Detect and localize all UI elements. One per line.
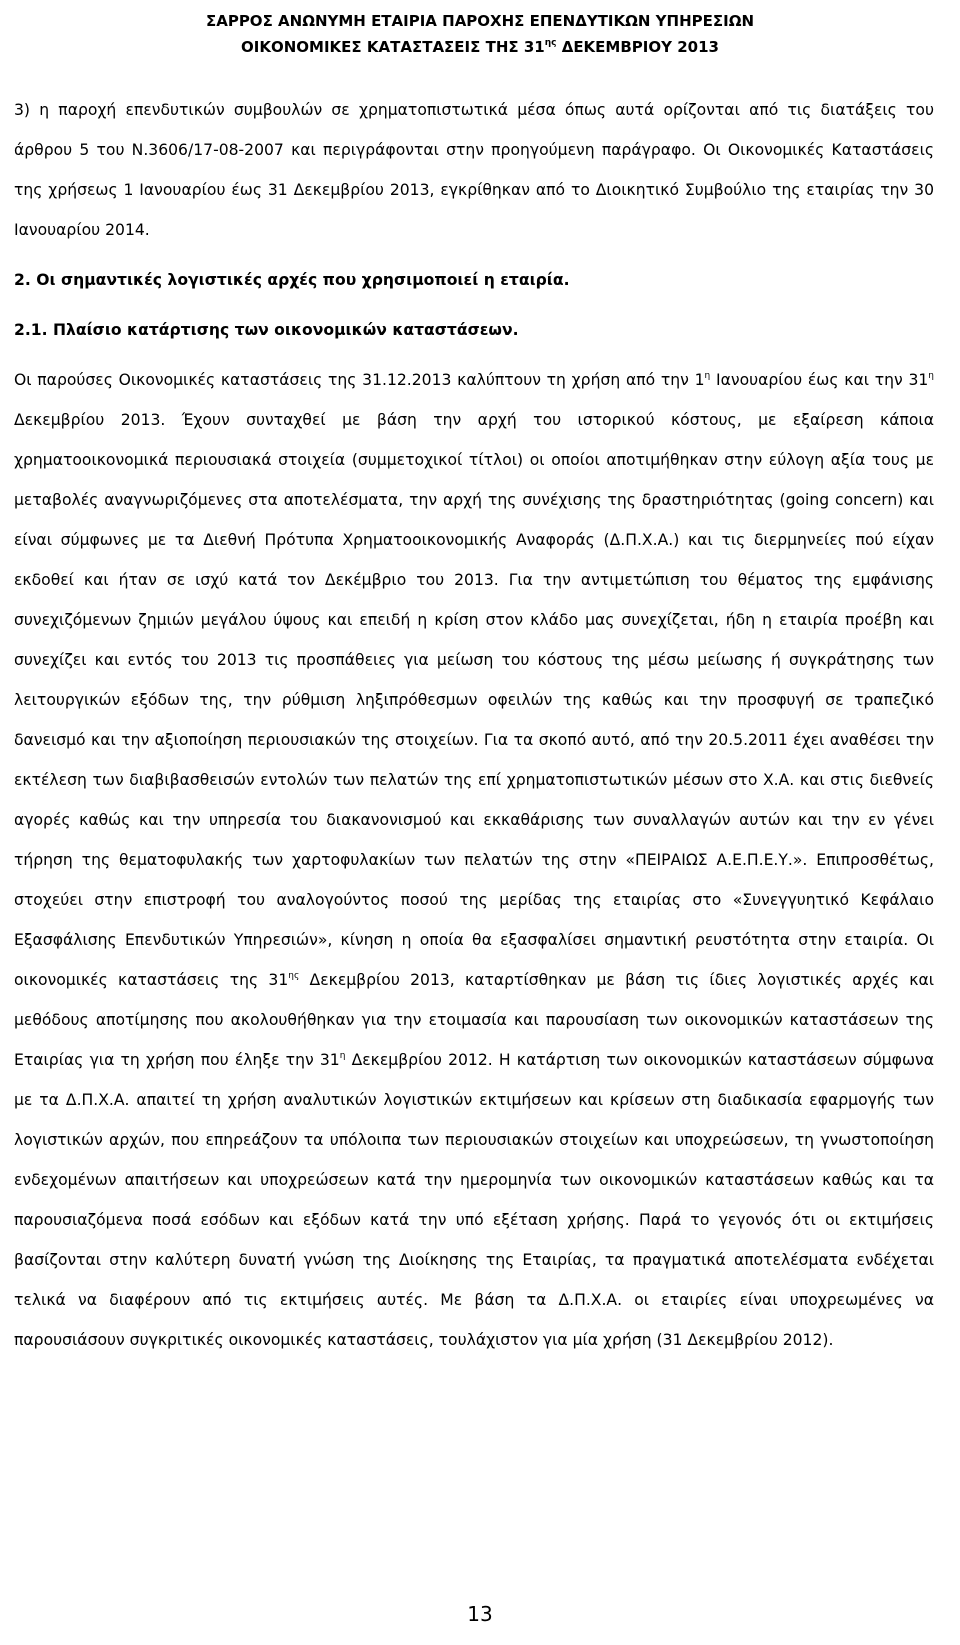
statements-title xyxy=(0,34,960,60)
statements-title-superscript: ης xyxy=(544,38,557,48)
company-name: ΣΑΡΡΟΣ ΑΝΩΝΥΜΗ ΕΤΑΙΡΙΑ ΠΑΡΟΧΗΣ ΕΠΕΝΔΥΤΙΚΩΝ ΥΠΗΡΕΣΙΩΝ xyxy=(205,12,755,30)
text-run: Οι παρούσες Οικονομικές καταστάσεις της 31.12.2013 καλύπτουν τη χρήση από την 1 xyxy=(14,371,705,389)
statements-title-text: ΟΙΚΟΝΟΜΙΚΕΣ ΚΑΤΑΣΤΑΣΕΙΣ ΤΗΣ 31 xyxy=(241,38,545,56)
page-number: 13 xyxy=(467,1602,493,1626)
ordinal-superscript: η xyxy=(339,1051,346,1061)
section-heading-2-1: 2.1. Πλαίσιο κατάρτισης των οικονομικών καταστάσεων. xyxy=(14,321,519,339)
ordinal-superscript: η xyxy=(928,371,934,381)
ordinal-superscript: ης xyxy=(288,971,300,981)
section-heading-2: 2. Οι σημαντικές λογιστικές αρχές που χρησιμοποιεί η εταιρία. xyxy=(14,271,570,289)
text-run: Δεκεμβρίου 2012. Η κατάρτιση των οικονομικών καταστάσεων σύμφωνα με τα Δ.Π.Χ.Α. απαιτεί τη χρήση αναλυτικών λογιστικών εκτιμήσεων και κρίσεων στη διαδικασία εφαρμογής των λογιστικών αρχών, που επηρεάζουν τα υπόλοιπα των περιουσιακών στοιχείων και υποχρεώσεων, τη γνωστοποίηση ενδεχομένων απαιτήσεων και υποχρεώσεων κατά την ημερομηνία των οικονομικών καταστάσεων καθώς και τα παρουσιαζόμενα ποσά εσόδων και εξόδων κατά την υπό εξέταση χρήσης. Παρά το γεγονός ότι οι εκτιμήσεις βασίζονται στην καλύτερη δυνατή γνώση της Διοίκησης της Εταιρίας, τα πραγματικά αποτελέσματα ενδέχεται τελικά να διαφέρουν από τις εκτιμήσεις αυτές. Με βάση τα Δ.Π.Χ.Α. οι εταιρίες είναι υποχρεωμένες να παρουσιάσουν συγκριτικές οικονομικές καταστάσεις, τουλάχιστον για μία χρήση (31 Δεκεμβρίου 2012). xyxy=(14,1051,935,1349)
text-run: Δεκεμβρίου 2013, καταρτίσθηκαν με βάση τις ίδιες λογιστικές αρχές και μεθόδους αποτίμησης που ακολουθήθηκαν για την ετοιμασία και παρουσίαση των οικονομικών καταστάσεων της Εταιρίας για τη χρήση που έληξε την 31 xyxy=(14,971,934,1069)
page-header xyxy=(0,8,960,60)
text-run: Ιανουαρίου έως και την 31 xyxy=(710,371,929,389)
intro-paragraph: 3) η παροχή επενδυτικών συμβουλών σε χρηματοπιστωτικά μέσα όπως αυτά ορίζονται από τις διατάξεις του άρθρου 5 του Ν.3606/17-08-2007 και περιγράφονται στην προηγούμενη παράγραφο. Οι Οικονομικές Καταστάσεις της χρήσεως 1 Ιανουαρίου έως 31 Δεκεμβρίου 2013, εγκρίθηκαν από το Διοικητικό Συμβούλιο της εταιρίας την 30 Ιανουαρίου 2014. xyxy=(14,101,934,239)
statements-title-date: ΔΕΚΕΜΒΡΙΟΥ 2013 xyxy=(556,38,719,56)
framework-paragraph xyxy=(14,360,934,1360)
document-body xyxy=(14,90,934,1360)
text-run: Δεκεμβρίου 2013. Έχουν συνταχθεί με βάση την αρχή του ιστορικού κόστους, με εξαίρεση κάποια χρηματοοικονομικά περιουσιακά στοιχεία (συμμετοχικοί τίτλοι) οι οποίοι αποτιμήθηκαν στην εύλογη αξία τους με μεταβολές αναγνωριζόμενες στα αποτελέσματα, την αρχή της συνέχισης της δραστηριότητας (going concern) και είναι σύμφωνες με τα Διεθνή Πρότυπα Χρηματοοικονομικής Αναφοράς (Δ.Π.Χ.Α.) και τις διερμηνείες πού είχαν εκδοθεί και ήταν σε ισχύ κατά τον Δεκέμβριο του 2013. Για την αντιμετώπιση του θέματος της εμφάνισης συνεχιζόμενων ζημιών μεγάλου ύψους και επειδή η κρίση στον κλάδο μας συνεχίζεται, ήδη η εταιρία προέβη και συνεχίζει και εντός του 2013 τις προσπάθειες για μείωση του κόστους της μέσω μείωσης ή συγκράτησης των λειτουργικών εξόδων της, την ρύθμιση ληξιπρόθεσμων οφειλών της καθώς και την προσφυγή σε τραπεζικό δανεισμό και την αξιοποίηση περιουσιακών της στοιχείων. Για τα σκοπό αυτό, από την 20.5.2011 έχει αναθέσει την εκτέλεση των διαβιβασθεισών εντολών των πελατών της επί χρηματοπιστωτικών μέσων στο Χ.Α. και στις διεθνείς αγορές καθώς και την υπηρεσία του διακανονισμού και εκκαθάρισης των συναλλαγών αυτών και την εν γένει τήρηση της θεματοφυλακής των χαρτοφυλακίων των πελατών της στην «ΠΕΙΡΑΙΩΣ Α.Ε.Π.Ε.Υ.». Επιπροσθέτως, στοχεύει στην επιστροφή του αναλογούντος ποσού της μερίδας της εταιρίας στο «Συνεγγυητικό Κεφάλαιο Εξασφάλισης Επενδυτικών Υπηρεσιών», κίνηση η οποία θα εξασφαλίσει σημαντική ρευστότητα στην εταιρία. Οι οικονομικές καταστάσεις της 31 xyxy=(14,411,934,989)
ordinal-superscript: η xyxy=(704,371,711,381)
